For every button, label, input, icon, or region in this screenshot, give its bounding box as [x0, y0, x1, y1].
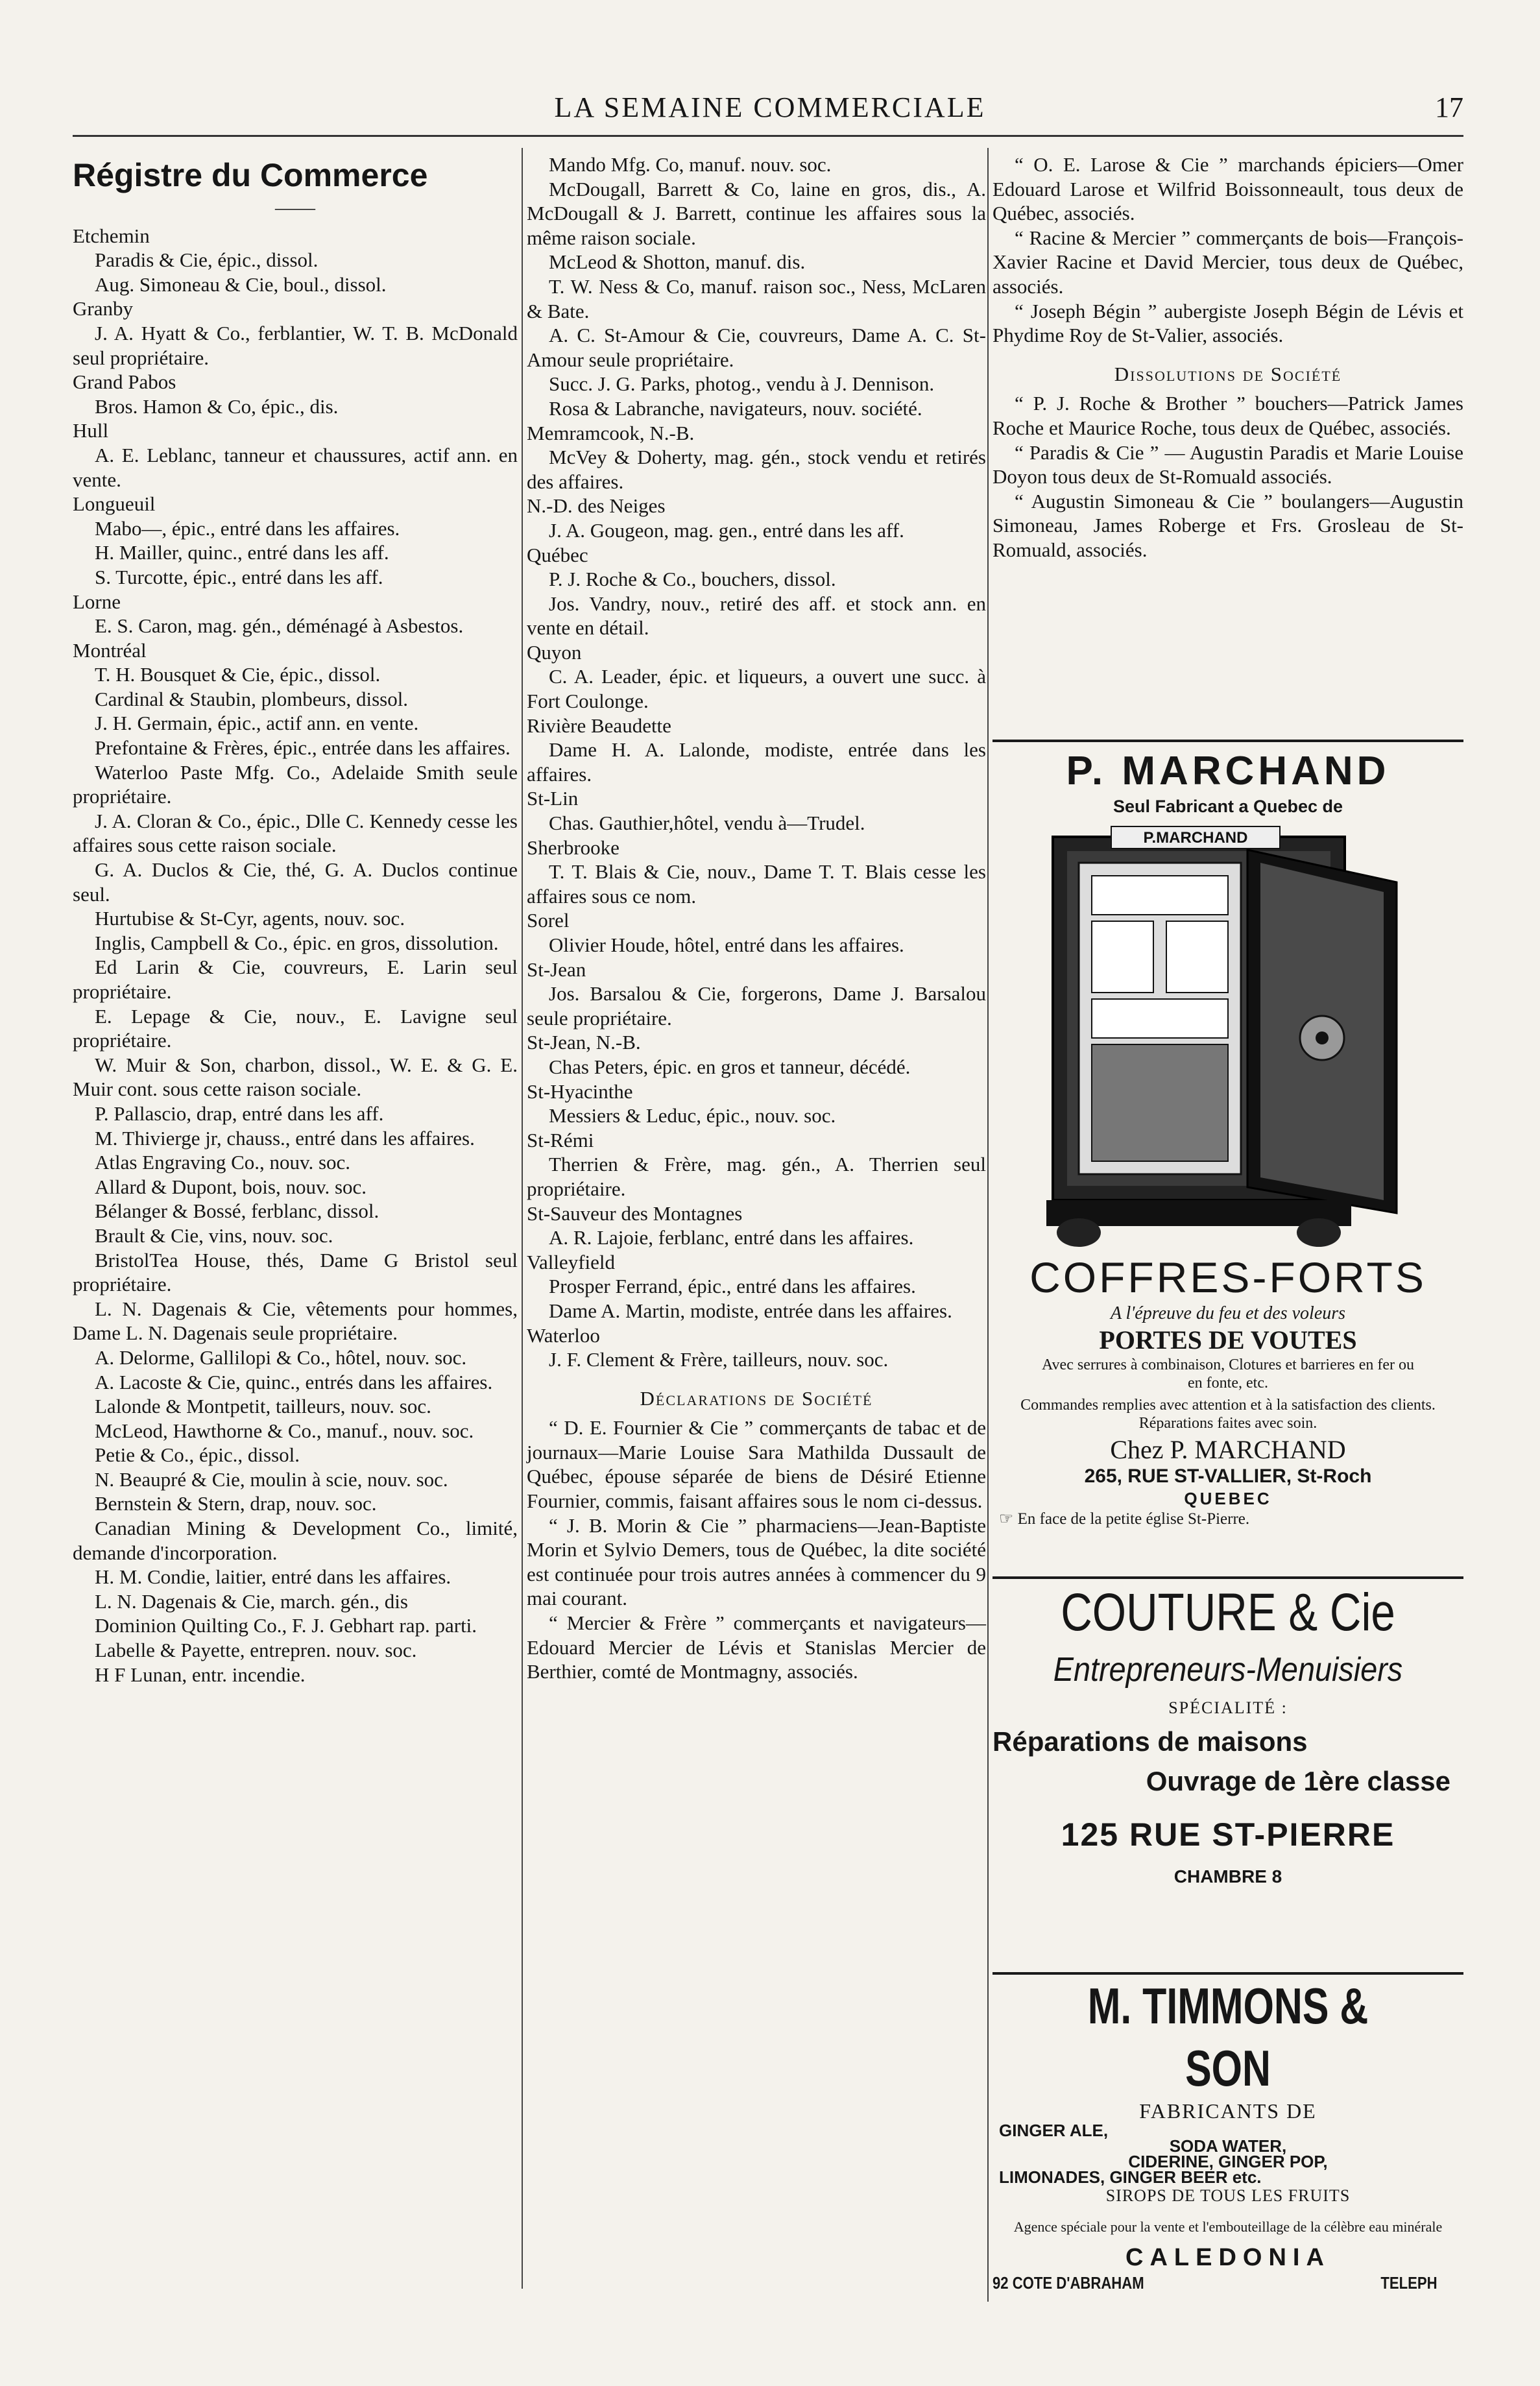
registry-entry: A. Delorme, Gallilopi & Co., hôtel, nouv. soc.	[95, 1345, 467, 1369]
registry-entry: Therrien & Frère, mag. gén., A. Therrien seul propriétaire.	[527, 1153, 986, 1200]
registry-entry: T. W. Ness & Co, manuf. raison soc., Ness, McLaren & Bate.	[527, 274, 986, 322]
registry-entry: BristolTea House, thés, Dame G Bristol seul propriétaire.	[73, 1248, 518, 1296]
page-number: 17	[1435, 91, 1463, 123]
subsection-heading: Déclarations de Société	[640, 1386, 873, 1410]
registre-entries-col2	[527, 152, 986, 1684]
registry-entry: McLeod, Hawthorne & Co., manuf., nouv. soc.	[95, 1419, 474, 1442]
header-rule	[73, 135, 1463, 137]
registry-entry: H F Lunan, entr. incendie.	[95, 1663, 306, 1686]
registry-entry: J. H. Germain, épic., actif ann. en vente.	[95, 712, 419, 735]
subsection-heading: Dissolutions de Société	[1114, 362, 1342, 385]
timmons-product: GINGER ALE,	[999, 2121, 1109, 2140]
registry-entry: Canadian Mining & Development Co., limité, demande d'incorporation.	[73, 1517, 518, 1564]
marchand-city: QUEBEC	[1184, 1489, 1272, 1508]
location-heading: Montréal	[73, 638, 147, 662]
registry-entry: A. R. Lajoie, ferblanc, entré dans les affaires.	[549, 1226, 914, 1249]
registry-entry: Ed Larin & Cie, couvreurs, E. Larin seul propriétaire.	[73, 956, 518, 1003]
location-heading: Lorne	[73, 590, 121, 613]
couture-specialite: SPÉCIALITÉ :	[1168, 1698, 1288, 1717]
location-heading: Granby	[73, 297, 133, 320]
registry-entry: Bélanger & Bossé, ferblanc, dissol.	[95, 1199, 379, 1223]
registry-entry: “ Augustin Simoneau & Cie ” boulangers—Augustin Simoneau, James Roberge et Frs. Grosleau de St-Romuald, associés.	[993, 489, 1463, 561]
registry-entry: “ J. B. Morin & Cie ” pharmaciens—Jean-Baptiste Morin et Sylvio Demers, tous de Québec, la dite société est continuée pour trois autres années à commencer du 9 mai courant.	[527, 1513, 986, 1610]
registry-entry: “ Mercier & Frère ” commerçants et navigateurs—Edouard Mercier de Lévis et Stanislas Mercier de Berthier, comté de Montmagny, associés.	[527, 1611, 986, 1683]
timmons-sirops: SIROPS DE TOUS LES FRUITS	[1105, 2186, 1351, 2205]
registry-entry: A. C. St-Amour & Cie, couvreurs, Dame A. C. St-Amour seule propriétaire.	[527, 324, 986, 371]
marchand-headline: COFFRES-FORTS	[1029, 1253, 1426, 1301]
registry-entry: T. H. Bousquet & Cie, épic., dissol.	[95, 663, 381, 686]
registry-entry: H. Mailler, quinc., entré dans les aff.	[95, 541, 389, 564]
marchand-tagline: A l'épreuve du feu et des voleurs	[1110, 1303, 1346, 1323]
registry-entry: Inglis, Campbell & Co., épic. en gros, dissolution.	[95, 931, 499, 954]
registry-entry: Atlas Engraving Co., nouv. soc.	[95, 1151, 351, 1174]
registry-entry: Jos. Barsalou & Cie, forgerons, Dame J. Barsalou seule propriétaire.	[527, 982, 986, 1030]
ad-timmons	[993, 1972, 1463, 2296]
registry-entry: Mabo—, épic., entré dans les affaires.	[95, 516, 400, 540]
registry-entry: E. Lepage & Cie, nouv., E. Lavigne seul propriétaire.	[73, 1004, 518, 1052]
location-heading: Québec	[527, 543, 588, 566]
registry-entry: L. N. Dagenais & Cie, march. gén., dis	[95, 1589, 408, 1613]
registry-entry: Paradis & Cie, épic., dissol.	[95, 248, 319, 272]
registry-entry: Dame H. A. Lalonde, modiste, entrée dans les affaires.	[527, 738, 986, 786]
registry-entry: Dominion Quilting Co., F. J. Gebhart rap. parti.	[95, 1614, 477, 1637]
timmons-product: LIMONADES, GINGER BEER etc.	[999, 2167, 1262, 2187]
registry-entry: “ O. E. Larose & Cie ” marchands épiciers—Omer Edouard Larose et Wilfrid Boissonneault, tous deux de Québec, associés.	[993, 153, 1463, 225]
location-heading: N.-D. des Neiges	[527, 494, 666, 518]
couture-name: COUTURE & Cie	[1061, 1583, 1395, 1642]
location-heading: Rivière Beaudette	[527, 714, 671, 737]
registry-entry: W. Muir & Son, charbon, dissol., W. E. & G. E. Muir cont. sous cette raison sociale.	[73, 1053, 518, 1101]
timmons-agency: Agence spéciale pour la vente et l'embouteillage de la célèbre eau minérale	[1013, 2219, 1443, 2235]
registry-entry: Bernstein & Stern, drap, nouv. soc.	[95, 1492, 377, 1515]
registry-entry: Dame A. Martin, modiste, entrée dans les affaires.	[549, 1299, 952, 1322]
registry-entry: J. A. Hyatt & Co., ferblantier, W. T. B. McDonald seul propriétaire.	[73, 321, 518, 369]
marchand-address: 265, RUE ST-VALLIER, St-Roch	[1084, 1465, 1372, 1487]
registry-entry: Allard & Dupont, bois, nouv. soc.	[95, 1175, 367, 1198]
registry-entry: “ D. E. Fournier & Cie ” commerçants de tabac et de journaux—Marie Louise Sara Mathilda Dussault de Québec, épouse séparée de biens de Désiré Etienne Fournier, commis, faisant affaires sous le nom ci-dessus.	[527, 1416, 986, 1513]
registry-entry: Lalonde & Montpetit, tailleurs, nouv. soc.	[95, 1395, 431, 1418]
marchand-desc2: Commandes remplies avec attention et à la satisfaction des clients. Réparations faites avec soin.	[1020, 1397, 1436, 1432]
registry-entry: E. S. Caron, mag. gén., déménagé à Asbestos.	[95, 614, 464, 638]
registry-entry: “ Joseph Bégin ” aubergiste Joseph Bégin de Lévis et Phydime Roy de St-Valier, associés.	[993, 299, 1463, 347]
registry-entry: L. N. Dagenais & Cie, vêtements pour hommes, Dame L. N. Dagenais seule propriétaire.	[73, 1297, 518, 1345]
marchand-contact: Chez P. MARCHAND	[1110, 1435, 1346, 1464]
location-heading: Sorel	[527, 909, 570, 932]
registre-entries-col1	[73, 224, 518, 1687]
timmons-name: M. TIMMONS & SON	[1087, 1977, 1369, 2097]
registry-entry: “ Paradis & Cie ” — Augustin Paradis et Marie Louise Doyon tous deux de St-Romuald associés.	[993, 440, 1463, 488]
newspaper-title: LA SEMAINE COMMERCIALE	[554, 91, 986, 123]
registry-entry: Cardinal & Staubin, plombeurs, dissol.	[95, 687, 409, 710]
registry-entry: Petie & Co., épic., dissol.	[95, 1443, 300, 1467]
title-separator: ——	[275, 196, 315, 219]
registry-entry: McLeod & Shotton, manuf. dis.	[549, 250, 806, 274]
registry-entry: Chas. Gauthier,hôtel, vendu à—Trudel.	[549, 812, 865, 835]
location-heading: Sherbrooke	[527, 836, 620, 859]
column-2	[527, 152, 986, 1684]
registry-entry: Olivier Houde, hôtel, entré dans les affaires.	[549, 934, 904, 956]
registry-entry: Brault & Cie, vins, nouv. soc.	[95, 1223, 333, 1247]
registry-entry: McDougall, Barrett & Co, laine en gros, dis., A. McDougall & J. Barrett, continue les affaires sous la même raison sociale.	[527, 177, 986, 249]
registry-entry: Labelle & Payette, entrepren. nouv. soc.	[95, 1639, 417, 1662]
registry-entry: Mando Mfg. Co, manuf. nouv. soc.	[549, 153, 832, 176]
registry-entry: T. T. Blais & Cie, nouv., Dame T. T. Blais cesse les affaires sous ce nom.	[527, 860, 986, 908]
column-divider-2	[987, 148, 989, 2302]
location-heading: Quyon	[527, 640, 582, 664]
registry-entry: G. A. Duclos & Cie, thé, G. A. Duclos continue seul.	[73, 858, 518, 906]
registry-entry: Rosa & Labranche, navigateurs, nouv. société.	[549, 396, 922, 420]
timmons-address: 92 COTE D'ABRAHAM	[993, 2273, 1144, 2293]
column-divider-1	[522, 148, 523, 2289]
registry-entry: A. E. Leblanc, tanneur et chaussures, actif ann. en vente.	[73, 443, 518, 491]
registry-entry: Succ. J. G. Parks, photog., vendu à J. Dennison.	[549, 372, 935, 396]
column-3	[993, 152, 1463, 562]
registry-entry: M. Thivierge jr, chauss., entré dans les affaires.	[95, 1126, 475, 1150]
ad-marchand	[993, 740, 1463, 1530]
registry-entry: Bros. Hamon & Co, épic., dis.	[95, 394, 339, 418]
column-1	[73, 152, 518, 1687]
registry-entry: H. M. Condie, laitier, entré dans les affaires.	[95, 1565, 451, 1589]
registry-entry: Waterloo Paste Mfg. Co., Adelaide Smith seule propriétaire.	[73, 760, 518, 808]
registry-entry: Chas Peters, épic. en gros et tanneur, décédé.	[549, 1055, 911, 1078]
location-heading: St-Lin	[527, 787, 579, 810]
safe-illustration	[1033, 824, 1423, 1252]
location-heading: Longueuil	[73, 492, 156, 516]
timmons-fabricants: FABRICANTS DE	[1139, 2099, 1317, 2123]
registry-entry: S. Turcotte, épic., entré dans les aff.	[95, 565, 383, 588]
marchand-note: ☞ En face de la petite église St-Pierre.	[999, 1510, 1250, 1528]
location-heading: Waterloo	[527, 1323, 600, 1347]
page-header	[0, 91, 1540, 130]
timmons-product: CIDERINE, GINGER POP,	[1128, 2152, 1328, 2171]
marchand-line2: PORTES DE VOUTES	[1099, 1325, 1357, 1355]
registry-entry: J. A. Gougeon, mag. gen., entré dans les aff.	[549, 518, 904, 542]
registry-entry: N. Beaupré & Cie, moulin à scie, nouv. soc.	[95, 1467, 448, 1491]
timmons-product: SODA WATER,	[1169, 2136, 1287, 2156]
marchand-subtitle: Seul Fabricant a Quebec de	[1113, 797, 1343, 816]
ad-couture	[993, 1576, 1463, 1886]
registry-entry: J. A. Cloran & Co., épic., Dlle C. Kennedy cesse les affaires sous cette raison sociale.	[73, 809, 518, 857]
location-heading: Valleyfield	[527, 1250, 616, 1273]
registry-entry: “ P. J. Roche & Brother ” bouchers—Patrick James Roche et Maurice Roche, tous deux de Québec, associés.	[993, 392, 1463, 439]
location-heading: Etchemin	[73, 224, 150, 247]
safe-label: P.MARCHAND	[1143, 829, 1248, 847]
location-heading: Hull	[73, 419, 109, 442]
timmons-teleph: TELEPH	[1380, 2273, 1438, 2293]
location-heading: Memramcook, N.-B.	[527, 421, 695, 444]
registry-entry: Messiers & Leduc, épic., nouv. soc.	[549, 1104, 836, 1127]
location-heading: St-Jean, N.-B.	[527, 1031, 641, 1054]
marchand-desc1: Avec serrures à combinaison, Clotures et barrieres en fer ou en fonte, etc.	[1042, 1356, 1414, 1392]
registry-entry: C. A. Leader, épic. et liqueurs, a ouvert une succ. à Fort Coulonge.	[527, 665, 986, 713]
location-heading: St-Jean	[527, 958, 586, 981]
couture-room: CHAMBRE 8	[1173, 1866, 1282, 1886]
location-heading: Grand Pabos	[73, 370, 176, 394]
registry-entry: Aug. Simoneau & Cie, boul., dissol.	[95, 272, 387, 296]
couture-trade: Entrepreneurs-Menuisiers	[1053, 1651, 1403, 1689]
registry-entry: Prefontaine & Frères, épic., entrée dans les affaires.	[95, 736, 511, 760]
registry-entry: Jos. Vandry, nouv., retiré des aff. et stock ann. en vente en détail.	[527, 592, 986, 640]
marchand-name: P. MARCHAND	[1066, 749, 1390, 793]
timmons-products	[993, 2123, 1463, 2185]
registre-title: Régistre du Commerce	[73, 157, 428, 193]
location-heading: St-Sauveur des Montagnes	[527, 1201, 743, 1225]
registre-entries-col3	[993, 152, 1463, 562]
couture-address: 125 RUE ST-PIERRE	[1061, 1816, 1395, 1853]
registry-entry: P. Pallascio, drap, entré dans les aff.	[95, 1102, 384, 1125]
couture-line1: Réparations de maisons	[993, 1726, 1308, 1757]
location-heading: St-Rémi	[527, 1128, 594, 1151]
registry-entry: P. J. Roche & Co., bouchers, dissol.	[549, 568, 836, 591]
timmons-caledonia: CALEDONIA	[1125, 2244, 1330, 2271]
registry-entry: Prosper Ferrand, épic., entré dans les affaires.	[549, 1275, 916, 1298]
ad-divider	[993, 740, 1463, 742]
registry-entry: McVey & Doherty, mag. gén., stock vendu et retirés des affaires.	[527, 446, 986, 493]
registry-entry: Hurtubise & St-Cyr, agents, nouv. soc.	[95, 907, 405, 930]
registry-entry: J. F. Clement & Frère, tailleurs, nouv. soc.	[549, 1348, 889, 1371]
couture-line2: Ouvrage de 1ère classe	[1146, 1766, 1450, 1796]
registry-entry: A. Lacoste & Cie, quinc., entrés dans les affaires.	[95, 1370, 493, 1393]
registry-entry: “ Racine & Mercier ” commerçants de bois—François-Xavier Racine et David Mercier, tous deux de Québec, associés.	[993, 226, 1463, 298]
timmons-footer	[993, 2273, 1463, 2296]
location-heading: St-Hyacinthe	[527, 1079, 633, 1103]
